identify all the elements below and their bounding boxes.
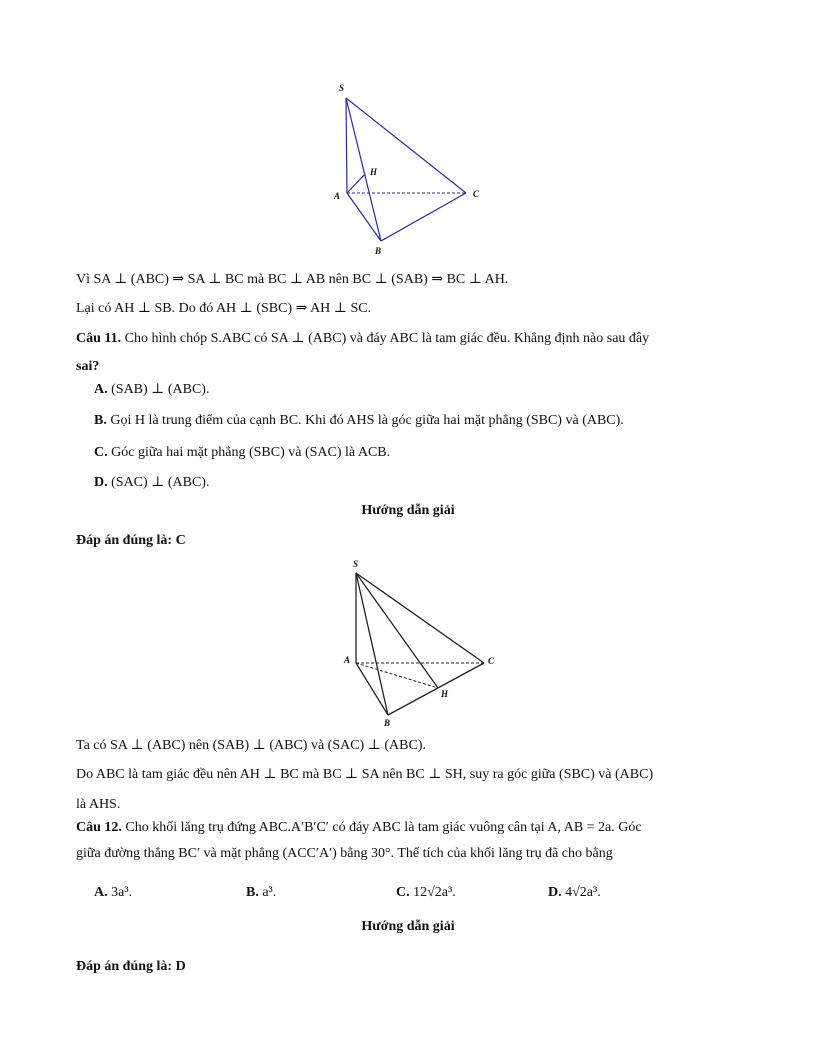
label-a: A — [344, 655, 351, 665]
label-a: A — [334, 191, 341, 201]
label-s: S — [339, 83, 345, 93]
edge-sc — [356, 573, 484, 663]
edge-sa — [346, 98, 347, 193]
edge-ab — [356, 663, 388, 715]
edge-ab — [347, 193, 381, 241]
q11-guide-heading: Hướng dẫn giải — [361, 503, 455, 518]
edge-bc — [388, 663, 484, 715]
edge-sb — [356, 573, 388, 715]
edge-sc — [346, 98, 466, 193]
edge-bc — [381, 193, 466, 241]
label-s: S — [353, 559, 359, 569]
question-11-stem — [76, 330, 649, 348]
question-11-label: Câu 11. — [76, 331, 122, 346]
segment-ah — [347, 174, 365, 193]
question-11-stem-cont: sai? — [76, 359, 100, 374]
label-h: H — [370, 167, 378, 177]
reasoning-line-2: Lại có AH ⊥ SB. Do đó AH ⊥ (SBC) ⇒ AH ⊥ SC. — [76, 301, 372, 316]
label-c: C — [488, 656, 495, 666]
pyramid-figure-2 — [330, 555, 510, 735]
question-12-stem — [76, 819, 642, 837]
label-b: B — [384, 718, 391, 728]
q12-option-a: A. 3a³. — [94, 885, 133, 900]
q11-option-a: A. (SAB) ⊥ (ABC). — [94, 382, 210, 397]
q11-option-b: B. Gọi H là trung điểm của cạnh BC. Khi đó AHS là góc giữa hai mặt phẳng (SBC) và (ABC). — [94, 413, 624, 428]
label-b: B — [375, 246, 382, 256]
question-11-text: Cho hình chóp S.ABC có SA ⊥ (ABC) và đáy ABC là tam giác đều. Khẳng định nào sau đây — [124, 331, 650, 346]
question-12-text: Cho khối lăng trụ đứng ABC.A′B′C′ có đáy ABC là tam giác vuông cân tại A, AB = 2a. Góc — [125, 820, 642, 835]
reasoning-line-1: Vì SA ⊥ (ABC) ⇒ SA ⊥ BC mà BC ⊥ AB nên BC ⊥ (SAB) ⇒ BC ⊥ AH. — [76, 272, 509, 287]
q12-option-d: D. 4√2a³. — [548, 885, 601, 900]
label-h: H — [441, 689, 449, 699]
q11-option-d: D. (SAC) ⊥ (ABC). — [94, 475, 210, 490]
question-12-stem-cont: giữa đường thẳng BC′ và mặt phẳng (ACC′A′) bằng 30°. Thể tích của khối lăng trụ đã cho bằng — [76, 846, 613, 861]
explain-line-2: Do ABC là tam giác đều nên AH ⊥ BC mà BC ⊥ SA nên BC ⊥ SH, suy ra góc giữa (SBC) và (ABC) — [76, 767, 654, 782]
explain-line-3: là AHS. — [76, 797, 121, 812]
q12-option-b: B. a³. — [246, 885, 277, 900]
q12-option-c: C. 12√2a³. — [396, 885, 456, 900]
question-12-label: Câu 12. — [76, 820, 122, 835]
label-c: C — [473, 189, 480, 199]
q11-option-c: C. Góc giữa hai mặt phẳng (SBC) và (SAC) là ACB. — [94, 445, 391, 460]
segment-ah-hidden — [356, 663, 438, 688]
q11-answer: Đáp án đúng là: C — [76, 533, 186, 548]
explain-line-1: Ta có SA ⊥ (ABC) nên (SAB) ⊥ (ABC) và (SAC) ⊥ (ABC). — [76, 738, 426, 753]
q12-answer: Đáp án đúng là: D — [76, 959, 186, 974]
q12-guide-heading: Hướng dẫn giải — [361, 919, 455, 934]
pyramid-figure-1 — [320, 78, 500, 258]
